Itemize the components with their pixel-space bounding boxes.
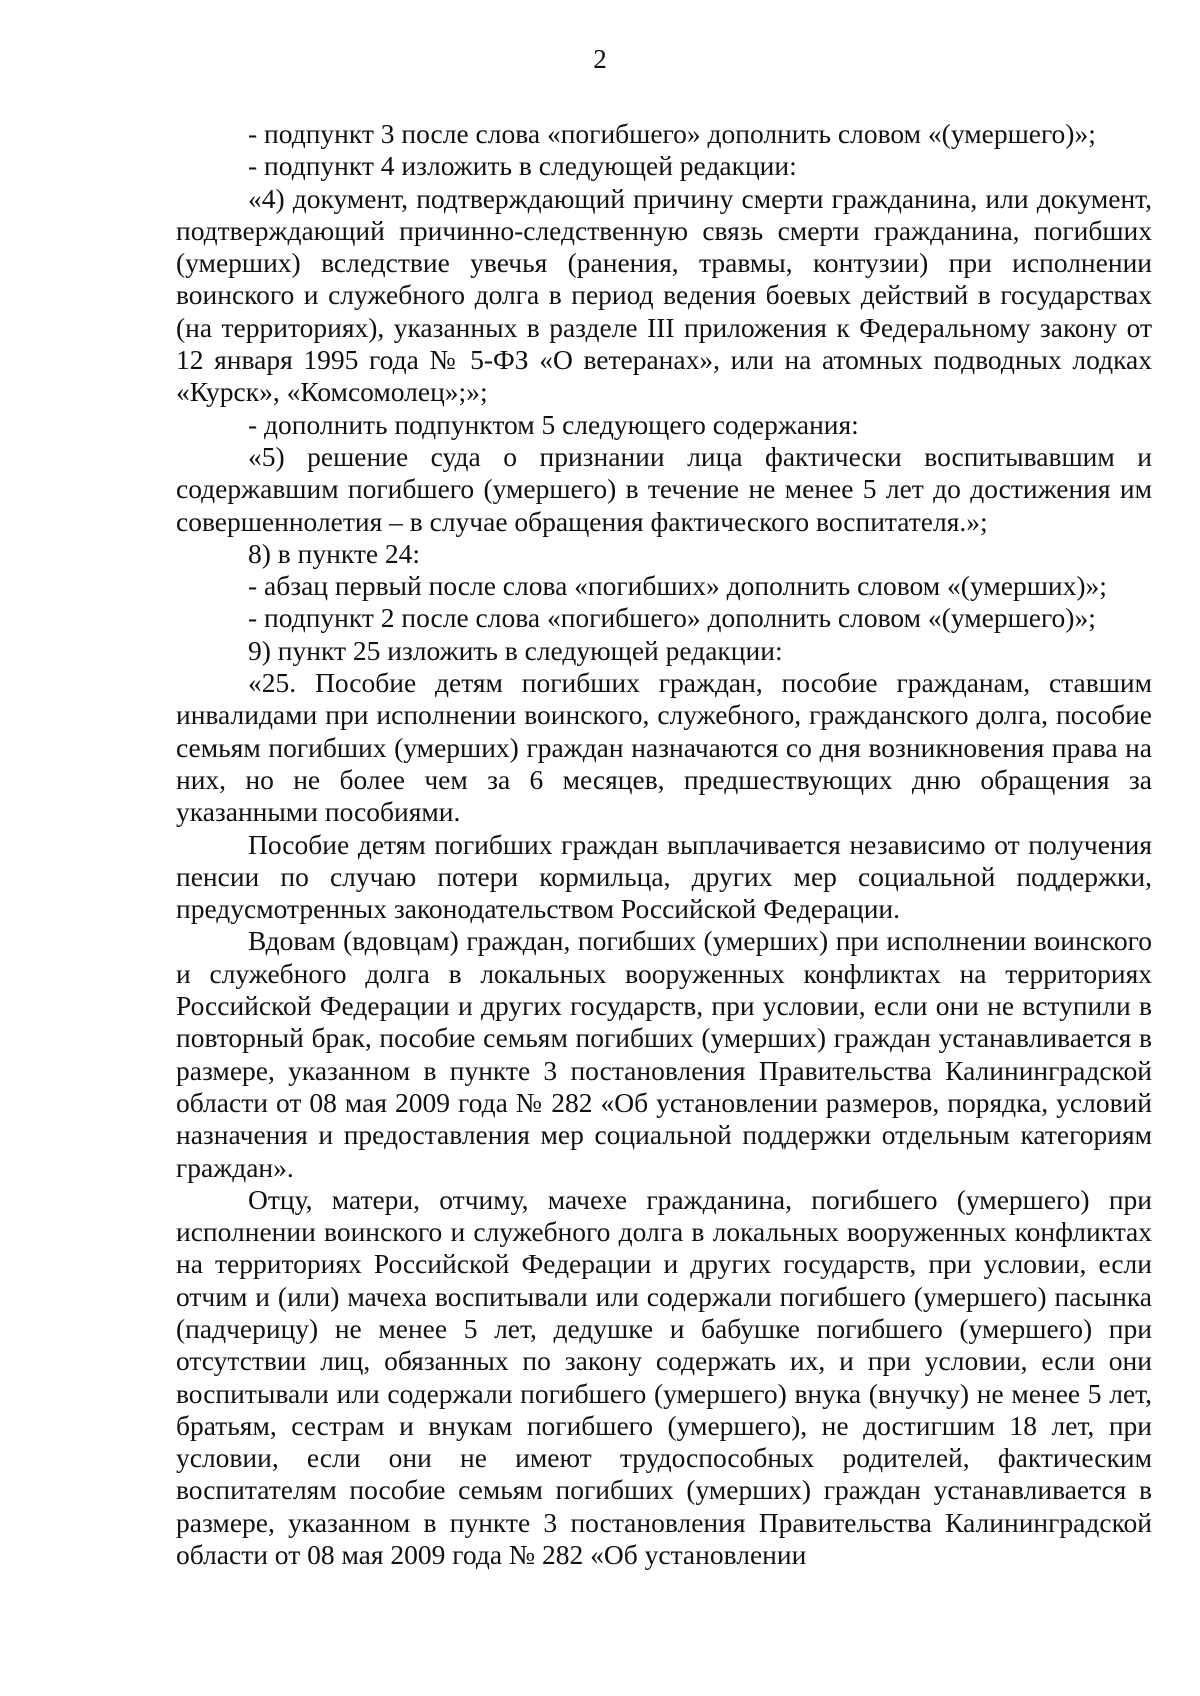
paragraph-item-25: «25. Пособие детям погибших граждан, пособие гражданам, ставшим инвалидами при исполнении воинского, служебного, гражданского долга, пособие семьям погибших (умерших) граждан назначаются со дня возникновения права на них, но не более чем за 6 месяцев, предшествующих дню обращения за указанными пособиями. bbox=[176, 667, 1152, 828]
paragraph-item-8-first: - абзац первый после слова «погибших» дополнить словом «(умерших)»; bbox=[248, 570, 1107, 602]
paragraph-subitem-5-text: «5) решение суда о признании лица фактически воспитывавшим и содержавшим погибшего (умершего) в течение не менее 5 лет до достижения им совершеннолетия – в случае обращения фактического воспитателя.»; bbox=[176, 440, 1152, 537]
paragraph-subitem-4-text: «4) документ, подтверждающий причину смерти гражданина, или документ, подтверждающий причинно-следственную связь смерти гражданина, погибших (умерших) вследствие увечья (ранения, травмы, контузии) при исполнении воинского и служебного долга в период ведения боевых действий в государствах (на территориях), указанных в разделе III приложения к Федеральному закону от 12 января 1995 года № 5-ФЗ «О ветеранах», или на атомных подводных лодках «Курск», «Комсомолец»;»; bbox=[176, 182, 1152, 408]
paragraph-item-9: 9) пункт 25 изложить в следующей редакции: bbox=[248, 634, 783, 666]
paragraph-item-8-second: - подпункт 2 после слова «погибшего» дополнить словом «(умершего)»; bbox=[248, 602, 1096, 634]
paragraph-add-subitem-5: - дополнить подпунктом 5 следующего содержания: bbox=[248, 408, 859, 440]
paragraph-children-benefit: Пособие детям погибших граждан выплачивается независимо от получения пенсии по случаю потери кормильца, других мер социальной поддержки, предусмотренных законодательством Российской Федерации. bbox=[176, 828, 1152, 925]
paragraph-parents: Отцу, матери, отчиму, мачехе гражданина, погибшего (умершего) при исполнении воинского и служебного долга в локальных вооруженных конфликтах на территориях Российской Федерации и других государств, при условии, если отчим и (или) мачеха воспитывали или содержали погибшего (умершего) пасынка (падчерицу) не менее 5 лет, дедушке и бабушке погибшего (умершего) при отсутствии лиц, обязанных по закону содержать их, и при условии, если они воспитывали или содержали погибшего (умершего) внука (внучку) не менее 5 лет, братьям, сестрам и внукам погибшего (умершего), не достигшим 18 лет, при условии, если они не имеют трудоспособных родителей, фактическим воспитателям пособие семьям погибших (умерших) граждан устанавливается в размере, указанном в пункте 3 постановления Правительства Калининградской области от 08 мая 2009 года № 282 «Об установлении bbox=[176, 1183, 1152, 1571]
document-body bbox=[176, 118, 1152, 1571]
page-number: 2 bbox=[593, 44, 607, 74]
paragraph-subitem-4-intro: - подпункт 4 изложить в следующей редакции: bbox=[248, 150, 797, 182]
paragraph-subitem-3: - подпункт 3 после слова «погибшего» дополнить словом «(умершего)»; bbox=[248, 118, 1096, 149]
paragraph-widows: Вдовам (вдовцам) граждан, погибших (умерших) при исполнении воинского и служебного долга в локальных вооруженных конфликтах на территориях Российской Федерации и других государств, при условии, если они не вступили в повторный брак, пособие семьям погибших (умерших) граждан устанавливается в размере, указанном в пункте 3 постановления Правительства Калининградской области от 08 мая 2009 года № 282 «Об установлении размеров, порядка, условий назначения и предоставления мер социальной поддержки отдельным категориям граждан». bbox=[176, 925, 1152, 1183]
paragraph-item-8: 8) в пункте 24: bbox=[248, 537, 421, 569]
